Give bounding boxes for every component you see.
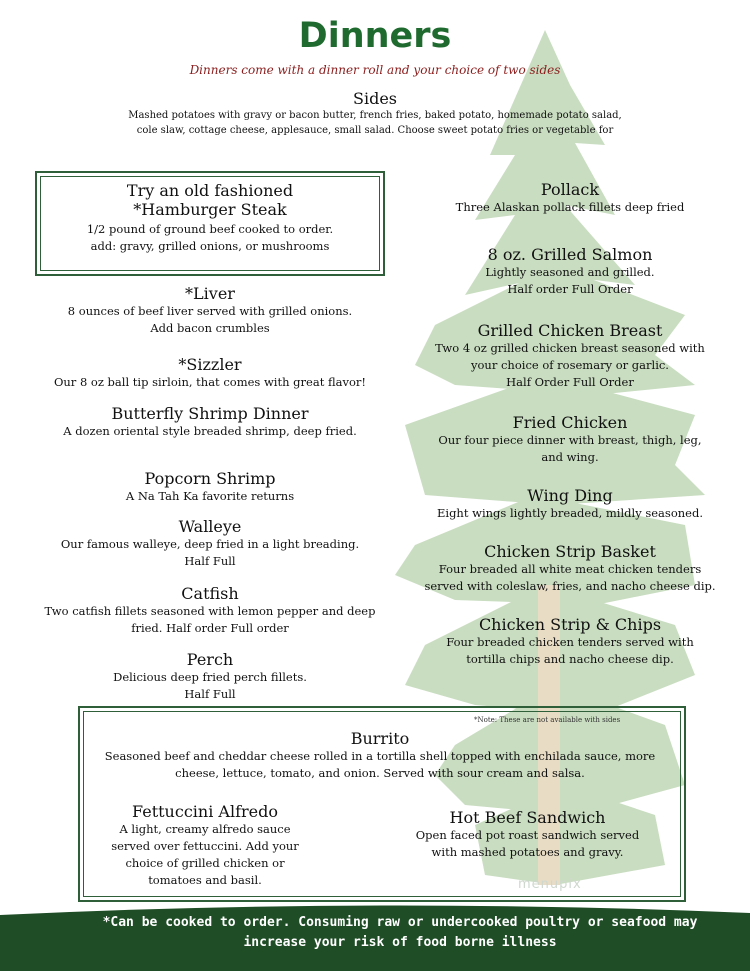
item-desc: A dozen oriental style breaded shrimp, deep fried. <box>63 424 357 438</box>
item-name: Chicken Strip Basket <box>484 542 656 561</box>
item-desc: your choice of rosemary or garlic. <box>471 358 669 372</box>
item-desc: A light, creamy alfredo sauce <box>119 822 291 836</box>
item-desc: Four breaded all white meat chicken tenders <box>438 562 702 576</box>
item-name: *Liver <box>185 284 235 303</box>
hamburger-steak-item <box>40 181 380 255</box>
item-desc: cheese, lettuce, tomato, and onion. Served with sour cream and salsa. <box>175 766 585 780</box>
item-desc: Half order Full Order <box>507 282 633 296</box>
item-name: Chicken Strip & Chips <box>478 615 662 634</box>
item-desc: Two 4 oz grilled chicken breast seasoned with <box>435 341 705 355</box>
item-name: Catfish <box>181 584 239 603</box>
item-desc: and wing. <box>541 450 599 464</box>
burrito-item <box>85 729 675 782</box>
item-name: Fried Chicken <box>512 413 628 432</box>
page-subtitle: Dinners come with a dinner roll and your choice of two sides <box>189 63 561 77</box>
item-desc: served over fettuccini. Add your <box>111 839 299 853</box>
item-name: *Sizzler <box>178 355 242 374</box>
item-desc: tomatoes and basil. <box>148 873 262 887</box>
food-safety-warning <box>90 913 710 953</box>
fried-chicken-item <box>415 413 725 466</box>
butterfly-shrimp-item <box>0 404 420 440</box>
no-sides-note: *Note: These are not available with sides <box>474 716 621 724</box>
item-desc: Half Full <box>184 687 236 701</box>
sizzler-item <box>0 355 420 391</box>
item-name: Pollack <box>540 180 600 199</box>
item-name: Try an old fashioned <box>126 181 294 200</box>
chicken-strip-basket-item <box>405 542 735 595</box>
item-desc: Add bacon crumbles <box>150 321 270 335</box>
item-name: *Hamburger Steak <box>133 200 287 219</box>
item-name: Walleye <box>178 517 242 536</box>
item-desc: served with coleslaw, fries, and nacho cheese dip. <box>424 579 716 593</box>
item-desc: Eight wings lightly breaded, mildly seasoned. <box>437 506 703 520</box>
walleye-item <box>0 517 420 570</box>
hot-beef-sandwich-item <box>400 808 655 861</box>
item-desc: tortilla chips and nacho cheese dip. <box>466 652 674 666</box>
item-desc: Three Alaskan pollack fillets deep fried <box>455 200 685 214</box>
item-desc: Delicious deep fried perch fillets. <box>113 670 307 684</box>
wing-ding-item <box>415 486 725 522</box>
watermark: menupix <box>518 877 582 892</box>
item-name: Perch <box>186 650 234 669</box>
item-desc: add: gravy, grilled onions, or mushrooms <box>90 239 330 253</box>
liver-item <box>0 284 420 337</box>
item-desc: Lightly seasoned and grilled. <box>485 265 655 279</box>
page-title: Dinners <box>298 16 452 56</box>
grilled-salmon-item <box>415 245 725 298</box>
warning-line-1: *Can be cooked to order. Consuming raw or undercooked poultry or seafood may <box>102 915 698 930</box>
item-desc: with mashed potatoes and gravy. <box>431 845 624 859</box>
item-name: 8 oz. Grilled Salmon <box>487 245 653 264</box>
item-desc: Half Full <box>184 554 236 568</box>
item-name: Grilled Chicken Breast <box>477 321 663 340</box>
item-desc: 8 ounces of beef liver served with grilled onions. <box>67 304 353 318</box>
fettuccini-alfredo-item <box>90 802 320 889</box>
perch-item <box>0 650 420 703</box>
grilled-chicken-breast-item <box>415 321 725 391</box>
item-name: Hot Beef Sandwich <box>449 808 606 827</box>
item-desc: Our four piece dinner with breast, thigh, leg, <box>438 433 702 447</box>
popcorn-shrimp-item <box>0 469 420 505</box>
item-desc: Half Order Full Order <box>506 375 634 389</box>
sides-line-2: cole slaw, cottage cheese, applesauce, small salad. Choose sweet potato fries or vegetable for <box>136 125 614 136</box>
item-desc: A Na Tah Ka favorite returns <box>125 489 295 503</box>
item-desc: Two catfish fillets seasoned with lemon pepper and deep <box>44 604 376 618</box>
catfish-item <box>0 584 420 637</box>
item-desc: Our 8 oz ball tip sirloin, that comes with great flavor! <box>53 375 367 389</box>
item-name: Popcorn Shrimp <box>144 469 276 488</box>
sides-heading: Sides <box>353 89 397 108</box>
item-name: Butterfly Shrimp Dinner <box>111 404 309 423</box>
sides-line-1: Mashed potatoes with gravy or bacon butter, french fries, baked potato, homemade potato salad, <box>128 110 622 121</box>
item-desc: fried. Half order Full order <box>131 621 289 635</box>
item-desc: Open faced pot roast sandwich served <box>415 828 640 842</box>
item-desc: Four breaded chicken tenders served with <box>446 635 694 649</box>
item-desc: Our famous walleye, deep fried in a light breading. <box>60 537 360 551</box>
item-name: Burrito <box>350 729 410 748</box>
item-desc: choice of grilled chicken or <box>125 856 285 870</box>
pollack-item <box>420 180 720 216</box>
chicken-strip-chips-item <box>415 615 725 668</box>
item-desc: Seasoned beef and cheddar cheese rolled in a tortilla shell topped with enchilada sauce, more <box>104 749 656 763</box>
item-name: Fettuccini Alfredo <box>132 802 278 821</box>
item-desc: 1/2 pound of ground beef cooked to order. <box>86 222 334 236</box>
sides-description <box>120 108 630 138</box>
item-name: Wing Ding <box>527 486 613 505</box>
warning-line-2: increase your risk of food borne illness <box>243 935 557 950</box>
